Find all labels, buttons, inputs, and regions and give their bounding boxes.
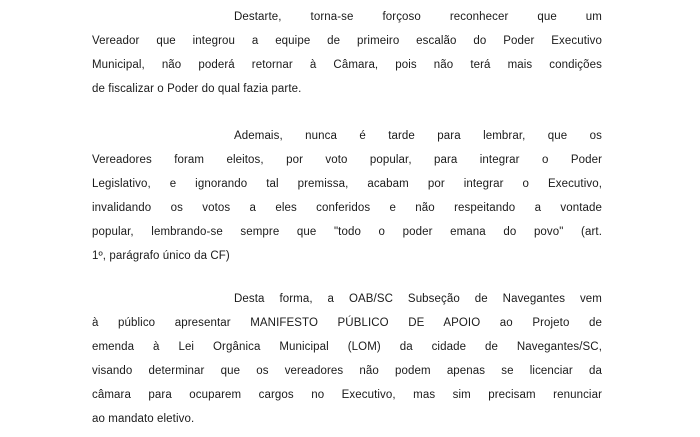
paragraph-desta-forma [92, 287, 602, 431]
text-line: 1º, parágrafo único da CF) [92, 250, 230, 262]
text-line: popular, lembrando-se sempre que "todo o poder emana do povo" (art. [92, 226, 602, 238]
text-line: ao mandato eletivo. [92, 413, 195, 425]
text-line: emenda à Lei Orgânica Municipal (LOM) da cidade de Navegantes/SC, [92, 341, 602, 353]
text-line: Ademais, nunca é tarde para lembrar, que os [234, 130, 602, 142]
paragraph-destarte [92, 5, 602, 101]
text-line: Legislativo, e ignorando tal premissa, acabam por integrar o Executivo, [92, 178, 602, 190]
text-line: Vereadores foram eleitos, por voto popular, para integrar o Poder [92, 154, 602, 166]
text-line: Destarte, torna-se forçoso reconhecer que um [234, 11, 602, 23]
text-line: câmara para ocuparem cargos no Executivo, mas sim precisam renunciar [92, 389, 602, 401]
paragraph-ademais [92, 124, 602, 268]
text-line: invalidando os votos a eles conferidos e não respeitando a vontade [92, 202, 602, 214]
text-line: Municipal, não poderá retornar à Câmara, pois não terá mais condições [92, 59, 602, 71]
text-line: visando determinar que os vereadores não podem apenas se licenciar da [92, 365, 602, 377]
text-line: de fiscalizar o Poder do qual fazia parte. [92, 83, 302, 95]
text-line: à público apresentar MANIFESTO PÚBLICO DE APOIO ao Projeto de [92, 317, 602, 329]
text-line: Vereador que integrou a equipe de primeiro escalão do Poder Executivo [92, 35, 602, 47]
text-line: Desta forma, a OAB/SC Subseção de Navegantes vem [234, 293, 602, 305]
